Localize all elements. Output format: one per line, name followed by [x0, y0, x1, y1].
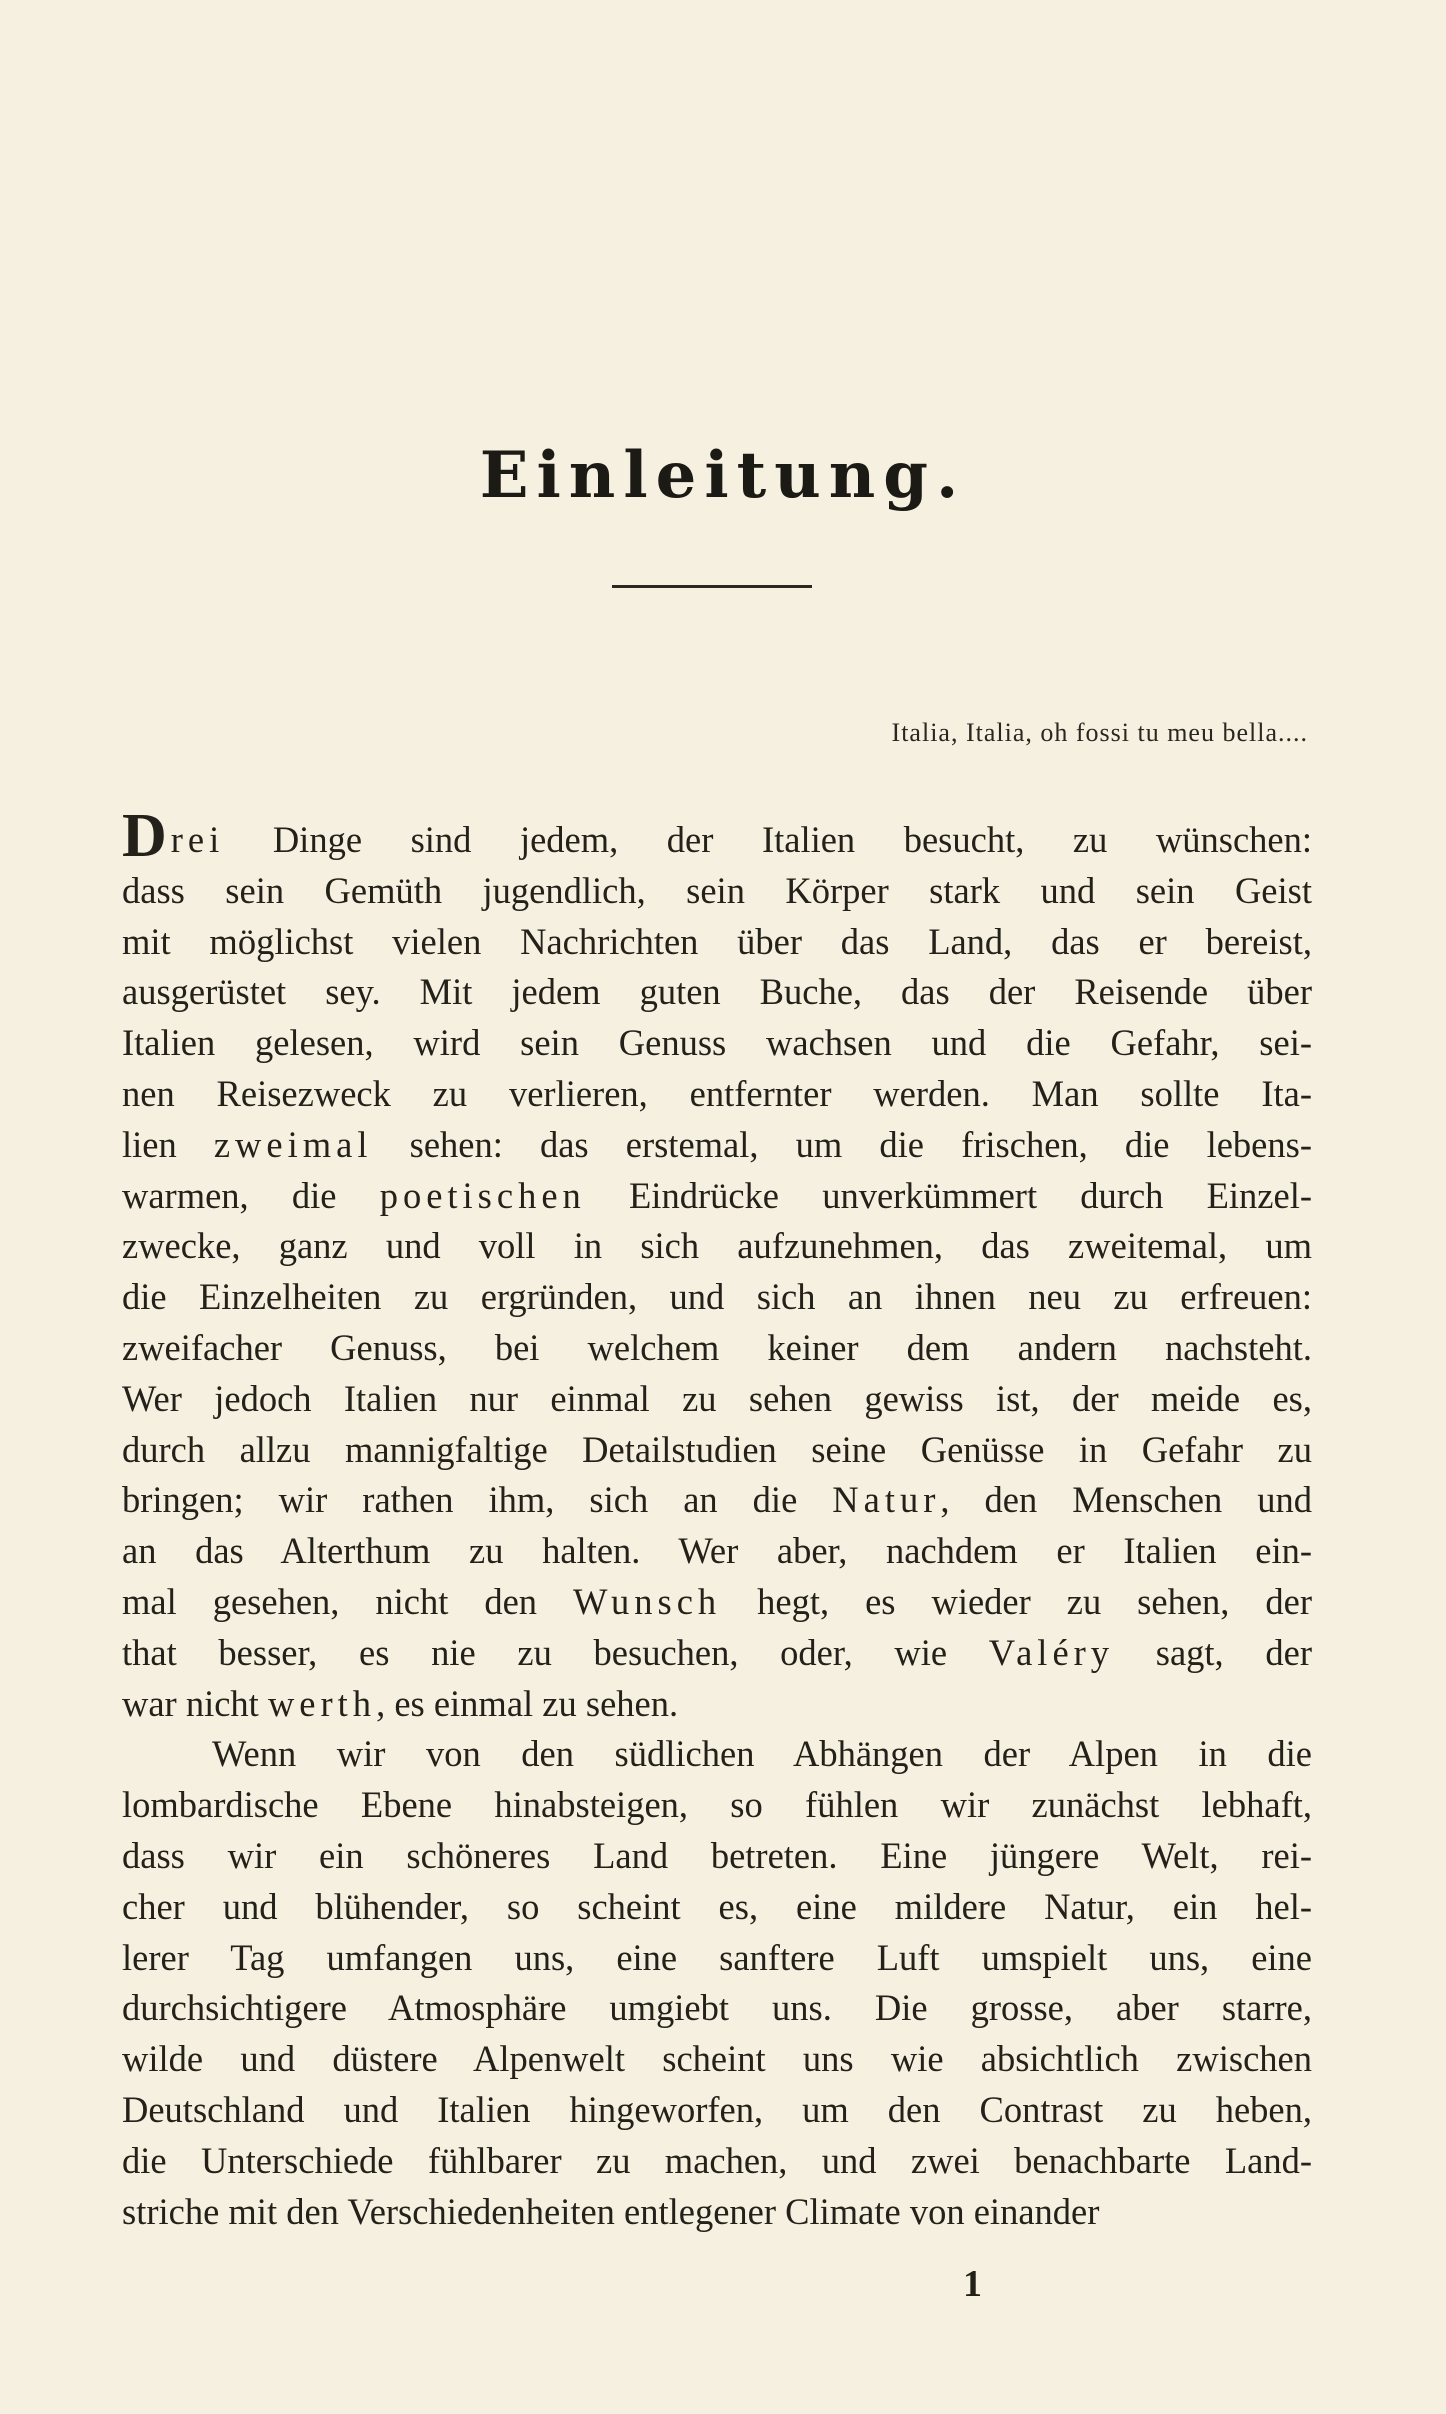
text-segment: dass sein Gemüth jugendlich, sein Körper stark und sein Geist	[122, 869, 1312, 911]
text-segment: ausgerüstet sey. Mit jedem guten Buche, das der Reisende über	[122, 971, 1312, 1013]
text-segment: dass wir ein schöneres Land betreten. Eine jüngere Welt, rei-	[122, 1834, 1312, 1876]
text-line	[122, 1577, 1312, 1628]
text-line	[122, 1780, 1312, 1831]
spaced-emphasis: poetischen	[379, 1174, 586, 1216]
text-line	[122, 1425, 1312, 1476]
text-segment: Deutschland und Italien hingeworfen, um den Contrast zu heben,	[122, 2088, 1312, 2130]
text-segment: lien	[122, 1123, 214, 1165]
heading-divider	[612, 585, 812, 588]
text-segment: sagt, der	[1114, 1631, 1312, 1673]
text-line	[122, 1933, 1312, 1984]
text-segment: wilde und düstere Alpenwelt scheint uns wie absichtlich zwischen	[122, 2038, 1312, 2080]
text-line	[122, 2034, 1312, 2085]
text-line	[122, 2136, 1312, 2187]
text-segment: , es einmal zu sehen.	[376, 1682, 679, 1724]
text-segment: bringen; wir rathen ihm, sich an die	[122, 1479, 833, 1521]
text-segment: an das Alterthum zu halten. Wer aber, nachdem er Italien ein-	[122, 1530, 1312, 1572]
text-line	[122, 1018, 1312, 1069]
text-segment: lombardische Ebene hinabsteigen, so fühlen wir zunächst lebhaft,	[122, 1784, 1312, 1826]
text-segment: warmen, die	[122, 1174, 380, 1216]
text-line	[122, 1272, 1312, 1323]
text-segment: Wer jedoch Italien nur einmal zu sehen gewiss ist, der meide es,	[122, 1377, 1312, 1419]
drop-cap: D	[122, 802, 167, 870]
spaced-emphasis: zweimal	[213, 1123, 373, 1165]
text-segment: zweifacher Genuss, bei welchem keiner dem andern nachsteht.	[122, 1326, 1312, 1368]
text-segment: cher und blühender, so scheint es, eine mildere Natur, ein hel-	[122, 1885, 1312, 1927]
text-segment: die Einzelheiten zu ergründen, und sich an ihnen neu zu erfreuen:	[122, 1276, 1312, 1318]
spaced-emphasis: Valéry	[988, 1631, 1115, 1673]
spaced-emphasis: Wunsch	[573, 1580, 722, 1622]
text-line	[122, 1983, 1312, 2034]
text-segment: , den Menschen und	[940, 1479, 1312, 1521]
text-line	[122, 1526, 1312, 1577]
text-line	[122, 1475, 1312, 1526]
text-line	[122, 967, 1312, 1018]
text-segment: war nicht	[122, 1682, 268, 1724]
text-segment: sehen: das erstemal, um die frischen, die lebens-	[372, 1123, 1312, 1165]
text-line	[122, 1120, 1312, 1171]
spaced-emphasis: rei	[170, 819, 225, 860]
text-segment: durch allzu mannigfaltige Detailstudien seine Genüsse in Gefahr zu	[122, 1428, 1312, 1470]
text-line	[122, 917, 1312, 968]
text-segment: Italien gelesen, wird sein Genuss wachsen und die Gefahr, sei-	[122, 1022, 1312, 1064]
text-line	[122, 2187, 1312, 2238]
text-segment: durchsichtigere Atmosphäre umgiebt uns. Die grosse, aber starre,	[122, 1987, 1312, 2029]
body-text	[122, 802, 1312, 2237]
text-segment: die Unterschiede fühlbarer zu machen, und zwei benachbarte Land-	[122, 2139, 1312, 2181]
spaced-emphasis: Natur	[832, 1479, 941, 1521]
text-segment: Wenn wir von den südlichen Abhängen der Alpen in die	[212, 1733, 1312, 1775]
epigraph: Italia, Italia, oh fossi tu meu bella....	[891, 718, 1308, 747]
text-line	[122, 1882, 1312, 1933]
text-line	[122, 866, 1312, 917]
text-segment: zwecke, ganz und voll in sich aufzunehmen, das zweitemal, um	[122, 1225, 1312, 1267]
text-segment: striche mit den Verschiedenheiten entlegener Climate von einander	[122, 2190, 1100, 2232]
text-line	[122, 1628, 1312, 1679]
text-segment: hegt, es wieder zu sehen, der	[721, 1580, 1312, 1622]
page-number: 1	[963, 2263, 982, 2305]
text-line	[122, 1323, 1312, 1374]
text-line	[122, 1221, 1312, 1272]
text-segment: Dinge sind jedem, der Italien besucht, zu wünschen:	[224, 819, 1312, 860]
text-segment: lerer Tag umfangen uns, eine sanftere Luft umspielt uns, eine	[122, 1936, 1312, 1978]
text-line	[122, 1374, 1312, 1425]
spaced-emphasis: werth	[267, 1682, 377, 1724]
chapter-heading: Einleitung.	[479, 438, 967, 513]
text-segment: that besser, es nie zu besuchen, oder, wie	[122, 1631, 989, 1673]
text-segment: Eindrücke unverkümmert durch Einzel-	[585, 1174, 1312, 1216]
text-line	[122, 2085, 1312, 2136]
text-segment: nen Reisezweck zu verlieren, entfernter werden. Man sollte Ita-	[122, 1072, 1312, 1114]
text-line	[122, 802, 1312, 870]
text-line	[122, 1679, 1312, 1730]
text-line	[122, 1171, 1312, 1222]
text-segment: mit möglichst vielen Nachrichten über das Land, das er bereist,	[122, 920, 1312, 962]
text-segment: mal gesehen, nicht den	[122, 1580, 574, 1622]
text-line	[122, 1069, 1312, 1120]
text-line	[122, 1729, 1312, 1780]
text-line	[122, 1831, 1312, 1882]
